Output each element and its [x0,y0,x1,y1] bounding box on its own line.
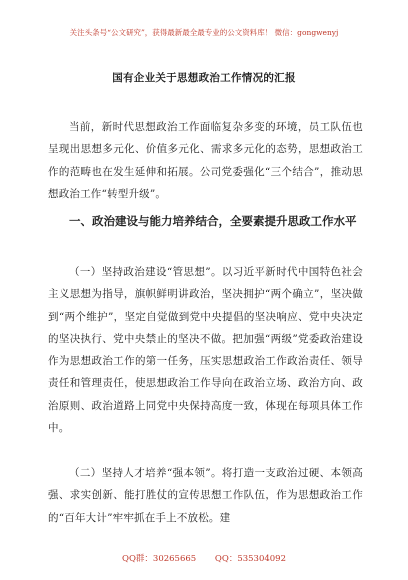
intro-paragraph: 当前，新时代思想政治工作面临复杂多变的环境，员工队伍也呈现出思想多元化、价值多元化、需求多元化的态势，思想政治工作的范畴也在发生延伸和拓展。公司党委强化“三个结合”，推动思想政治工作“转型升级”。 [48,121,363,200]
header-promo-link[interactable]: 关注头条号“公文研究”，获得最新最全最专业的公文资料库！ 微信：gongwenyj [69,28,339,37]
footer-contact [0,552,408,564]
section-heading: 一、政治建设与能力培养结合，全要素提升思政工作水平 [69,214,357,228]
body-paragraph: （二）坚持人才培养“强本领”。将打造一支政治过硬、本领高强、求实创新、能打胜仗的宣传思想工作队伍，作为思想政治工作的“百年大计”牢牢抓在手上不放松。建 [48,467,363,524]
document-title: 国有企业关于思想政治工作情况的汇报 [112,72,296,84]
footer-qq-group: QQ群：30265665 [121,554,197,564]
body-paragraph: （一）坚持政治建设“管思想”。以习近平新时代中国特色社会主义思想为指导，旗帜鲜明讲政治，坚决拥护“两个确立”，坚决做到“两个维护”，坚定自觉做到党中央提倡的坚决响应、党中央决定的坚决执行、党中央禁止的坚决不做。把加强“两级”党委政治建设作为思想政治工作的第一任务，压实思想政治工作政治责任、领导责任和管理责任，使思想政治工作导向在政治立场、政治方向、政治原则、政治道路上同党中央保持高度一致，体现在每项具体工作中。 [48,266,363,435]
footer-qq: QQ：535304092 [214,554,286,564]
